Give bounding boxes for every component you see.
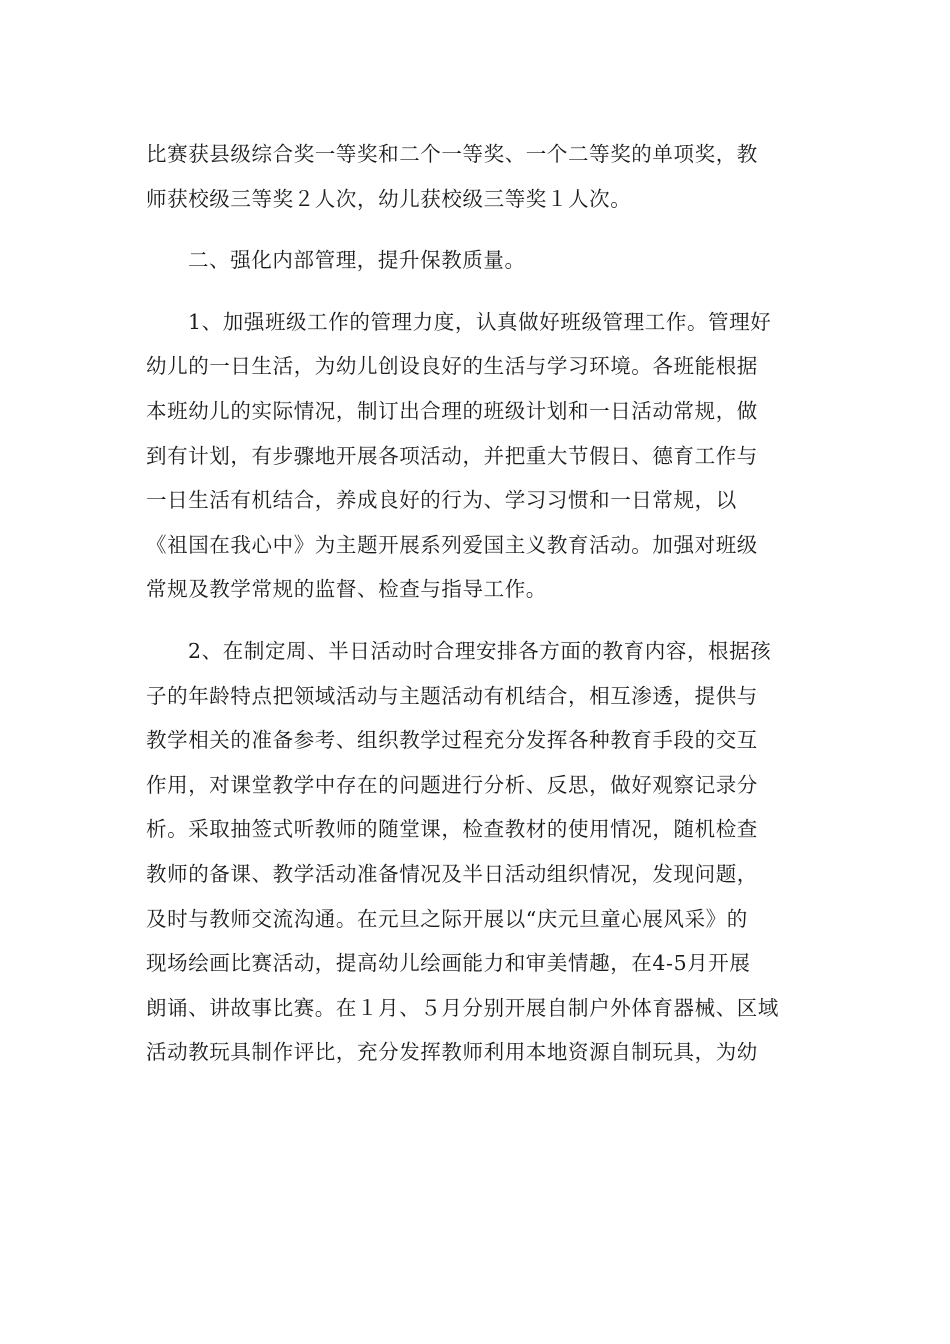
text-line: 比赛获县级综合奖一等奖和二个一等奖、一个二等奖的单项奖，教 xyxy=(146,142,758,166)
paragraph-class-management xyxy=(146,300,806,612)
text-line: 本班幼儿的实际情况，制订出合理的班级计划和一日活动常规，做 xyxy=(146,398,758,423)
section-heading-internal-management xyxy=(146,238,806,283)
text-line: 到有计划，有步骤地开展各项活动，并把重大节假日、德育工作与 xyxy=(146,443,758,468)
section-heading-text: 二、强化内部管理，提升保教质量。 xyxy=(188,248,526,273)
text-line: 朗诵、讲故事比赛。在１月、５月分别开展自制户外体育器械、区域 xyxy=(146,995,779,1020)
text-line: 析。采取抽签式听教师的随堂课，检查教材的使用情况，随机检查 xyxy=(146,817,758,842)
text-line: 2、在制定周、半日活动时合理安排各方面的教育内容，根据孩 xyxy=(188,638,772,663)
text-line: 现场绘画比赛活动，提高幼儿绘画能力和审美情趣，在4-5月开展 xyxy=(146,951,751,976)
text-line: 《祖国在我心中》为主题开展系列爱国主义教育活动。加强对班级 xyxy=(146,532,758,557)
paragraph-spacer xyxy=(146,283,806,300)
text-line: 教师的备课、教学活动准备情况及半日活动组织情况，发现问题， xyxy=(146,861,758,886)
text-line: 子的年龄特点把领域活动与主题活动有机结合，相互渗透，提供与 xyxy=(146,683,758,708)
text-line: 幼儿的一日生活，为幼儿创设良好的生活与学习环境。各班能根据 xyxy=(146,354,758,379)
text-line: 教学相关的准备参考、组织教学过程充分发挥各种教育手段的交互 xyxy=(146,728,758,753)
text-line: 活动教玩具制作评比，充分发挥教师利用本地资源自制玩具，为幼 xyxy=(146,1040,758,1065)
text-line: 及时与教师交流沟通。在元旦之际开展以“庆元旦童心展风采》的 xyxy=(146,906,748,931)
text-line: 一日生活有机结合，养成良好的行为、学习习惯和一日常规，以 xyxy=(146,488,737,513)
text-line: 师获校级三等奖２人次，幼儿获校级三等奖１人次。 xyxy=(146,186,632,211)
paragraph-spacer xyxy=(146,612,806,629)
paragraph-teaching-activities xyxy=(146,629,806,1075)
paragraph-awards-continued xyxy=(146,132,806,221)
text-line: 常规及教学常规的监督、检查与指导工作。 xyxy=(146,577,547,602)
text-line: 1、加强班级工作的管理力度，认真做好班级管理工作。管理好 xyxy=(188,309,772,334)
text-line: 作用，对课堂教学中存在的问题进行分析、反思，做好观察记录分 xyxy=(146,772,758,797)
paragraph-spacer xyxy=(146,221,806,238)
document-body xyxy=(146,132,806,1075)
